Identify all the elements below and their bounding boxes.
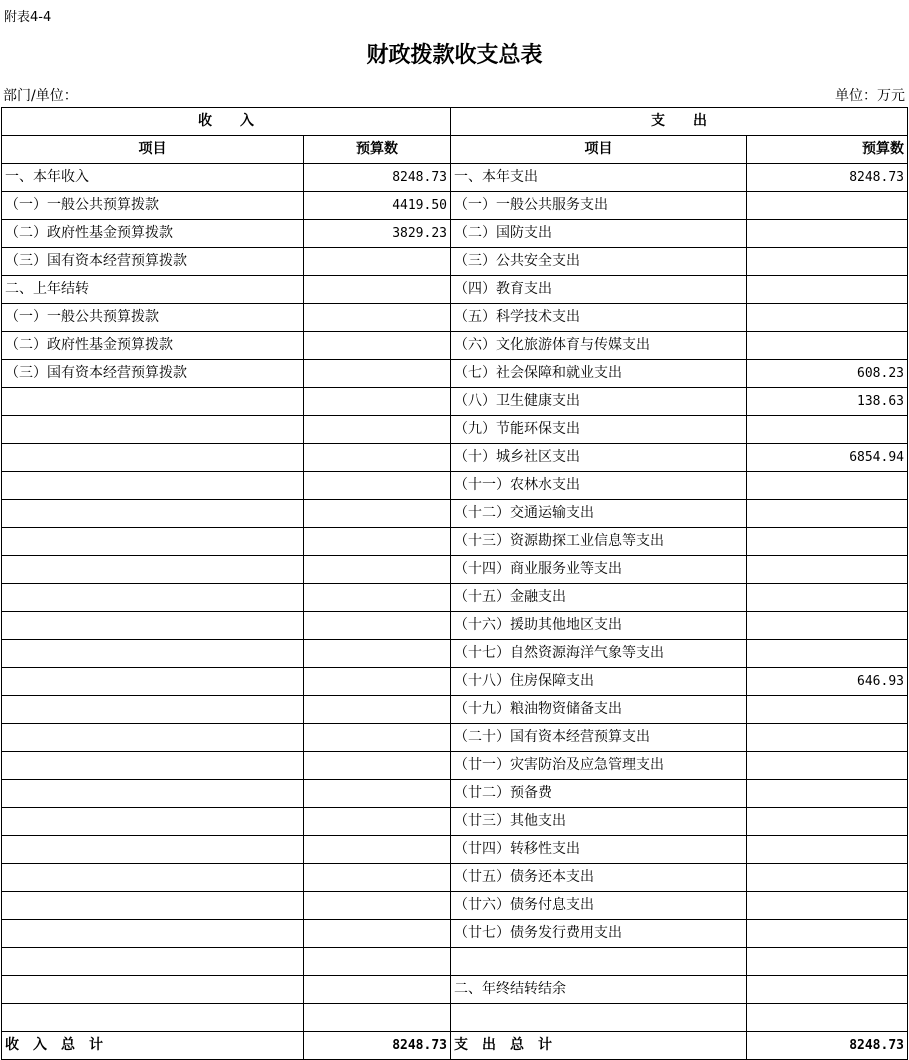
expense-budget-cell bbox=[747, 976, 908, 1004]
income-budget-cell bbox=[304, 360, 451, 388]
expense-budget-cell bbox=[747, 780, 908, 808]
expense-item-cell: 一、本年支出 bbox=[451, 164, 747, 192]
unit-label: 单位：万元 bbox=[835, 88, 905, 104]
expense-budget-cell: 608.23 bbox=[747, 360, 908, 388]
table-row bbox=[2, 444, 908, 472]
income-budget-cell bbox=[304, 612, 451, 640]
attachment-label: 附表4-4 bbox=[4, 10, 52, 25]
table-row bbox=[2, 528, 908, 556]
expense-item-cell: （八）卫生健康支出 bbox=[451, 388, 747, 416]
expense-item-cell: （十四）商业服务业等支出 bbox=[451, 556, 747, 584]
table-row bbox=[2, 640, 908, 668]
expense-budget-cell: 8248.73 bbox=[747, 164, 908, 192]
income-total-label: 收 入 总 计 bbox=[2, 1032, 304, 1060]
income-item-cell bbox=[2, 584, 304, 612]
income-budget-cell bbox=[304, 388, 451, 416]
table-row bbox=[2, 780, 908, 808]
department-label: 部门/单位： bbox=[3, 88, 78, 104]
income-budget-cell bbox=[304, 500, 451, 528]
income-budget-cell bbox=[304, 836, 451, 864]
expense-item-cell: （廿二）预备费 bbox=[451, 780, 747, 808]
income-item-cell: （二）政府性基金预算拨款 bbox=[2, 220, 304, 248]
expense-item-cell: （十六）援助其他地区支出 bbox=[451, 612, 747, 640]
income-budget-cell bbox=[304, 304, 451, 332]
expense-budget-cell bbox=[747, 332, 908, 360]
income-budget-cell bbox=[304, 444, 451, 472]
income-item-cell bbox=[2, 892, 304, 920]
table-row bbox=[2, 472, 908, 500]
income-item-cell bbox=[2, 640, 304, 668]
income-item-cell: 一、本年收入 bbox=[2, 164, 304, 192]
table-row bbox=[2, 696, 908, 724]
table-row bbox=[2, 948, 908, 976]
expense-budget-cell bbox=[747, 304, 908, 332]
expense-item-cell: （廿六）债务付息支出 bbox=[451, 892, 747, 920]
table-row bbox=[2, 892, 908, 920]
expense-budget-cell bbox=[747, 892, 908, 920]
table-row bbox=[2, 976, 908, 1004]
expense-budget-cell bbox=[747, 556, 908, 584]
expense-item-cell bbox=[451, 1004, 747, 1032]
income-item-cell bbox=[2, 612, 304, 640]
income-budget-cell bbox=[304, 584, 451, 612]
expense-budget-cell bbox=[747, 948, 908, 976]
expense-budget-header: 预算数 bbox=[747, 136, 908, 164]
table-row bbox=[2, 1004, 908, 1032]
income-budget-header: 预算数 bbox=[304, 136, 451, 164]
expense-item-cell: （二十）国有资本经营预算支出 bbox=[451, 724, 747, 752]
expense-budget-cell: 6854.94 bbox=[747, 444, 908, 472]
income-item-cell bbox=[2, 864, 304, 892]
income-budget-cell bbox=[304, 276, 451, 304]
expense-budget-cell bbox=[747, 864, 908, 892]
income-item-cell bbox=[2, 444, 304, 472]
table-row bbox=[2, 668, 908, 696]
expense-item-cell: （十一）农林水支出 bbox=[451, 472, 747, 500]
income-budget-cell bbox=[304, 332, 451, 360]
table-row bbox=[2, 164, 908, 192]
expense-budget-cell bbox=[747, 640, 908, 668]
income-budget-cell bbox=[304, 780, 451, 808]
table-row bbox=[2, 500, 908, 528]
expense-budget-cell bbox=[747, 1004, 908, 1032]
income-item-cell: （三）国有资本经营预算拨款 bbox=[2, 248, 304, 276]
table-row bbox=[2, 276, 908, 304]
expense-budget-cell bbox=[747, 724, 908, 752]
expense-budget-cell bbox=[747, 416, 908, 444]
expense-item-cell: （一）一般公共服务支出 bbox=[451, 192, 747, 220]
income-budget-cell bbox=[304, 948, 451, 976]
income-budget-cell bbox=[304, 808, 451, 836]
income-budget-cell bbox=[304, 1004, 451, 1032]
income-budget-cell: 8248.73 bbox=[304, 164, 451, 192]
income-item-cell bbox=[2, 976, 304, 1004]
expense-item-cell: （十八）住房保障支出 bbox=[451, 668, 747, 696]
expense-item-cell: （廿七）债务发行费用支出 bbox=[451, 920, 747, 948]
expense-budget-cell: 646.93 bbox=[747, 668, 908, 696]
expense-budget-cell bbox=[747, 584, 908, 612]
income-budget-cell bbox=[304, 752, 451, 780]
expense-item-cell: （廿三）其他支出 bbox=[451, 808, 747, 836]
income-item-cell: （三）国有资本经营预算拨款 bbox=[2, 360, 304, 388]
income-item-cell: （一）一般公共预算拨款 bbox=[2, 192, 304, 220]
table-row bbox=[2, 864, 908, 892]
table-row bbox=[2, 248, 908, 276]
income-budget-cell bbox=[304, 248, 451, 276]
expense-item-cell: （十五）金融支出 bbox=[451, 584, 747, 612]
expense-item-cell: （七）社会保障和就业支出 bbox=[451, 360, 747, 388]
table-row bbox=[2, 808, 908, 836]
table-row bbox=[2, 556, 908, 584]
income-budget-cell bbox=[304, 472, 451, 500]
expense-total-label: 支 出 总 计 bbox=[451, 1032, 747, 1060]
table-row bbox=[2, 388, 908, 416]
income-item-cell: 二、上年结转 bbox=[2, 276, 304, 304]
income-item-cell bbox=[2, 472, 304, 500]
income-item-cell bbox=[2, 388, 304, 416]
expense-item-cell: 二、年终结转结余 bbox=[451, 976, 747, 1004]
expense-item-cell: （三）公共安全支出 bbox=[451, 248, 747, 276]
expense-item-cell: （五）科学技术支出 bbox=[451, 304, 747, 332]
income-item-cell bbox=[2, 696, 304, 724]
expense-item-cell: （十九）粮油物资储备支出 bbox=[451, 696, 747, 724]
income-budget-cell bbox=[304, 976, 451, 1004]
income-item-header: 项目 bbox=[2, 136, 304, 164]
expense-budget-cell bbox=[747, 752, 908, 780]
table-row bbox=[2, 220, 908, 248]
expense-budget-cell: 138.63 bbox=[747, 388, 908, 416]
income-item-cell bbox=[2, 528, 304, 556]
expense-item-cell bbox=[451, 948, 747, 976]
income-budget-cell bbox=[304, 528, 451, 556]
income-group-header: 收 入 bbox=[2, 108, 451, 136]
income-budget-cell: 4419.50 bbox=[304, 192, 451, 220]
table-row bbox=[2, 920, 908, 948]
income-budget-cell bbox=[304, 696, 451, 724]
income-item-cell: （一）一般公共预算拨款 bbox=[2, 304, 304, 332]
expense-budget-cell bbox=[747, 276, 908, 304]
table-row bbox=[2, 836, 908, 864]
income-budget-cell bbox=[304, 864, 451, 892]
expense-item-cell: （廿一）灾害防治及应急管理支出 bbox=[451, 752, 747, 780]
expense-budget-cell bbox=[747, 836, 908, 864]
expense-item-cell: （十七）自然资源海洋气象等支出 bbox=[451, 640, 747, 668]
income-budget-cell bbox=[304, 556, 451, 584]
income-budget-cell bbox=[304, 640, 451, 668]
expense-item-cell: （十）城乡社区支出 bbox=[451, 444, 747, 472]
table-row bbox=[2, 332, 908, 360]
income-item-cell bbox=[2, 416, 304, 444]
expense-budget-cell bbox=[747, 220, 908, 248]
expense-item-cell: （廿四）转移性支出 bbox=[451, 836, 747, 864]
expense-total-value: 8248.73 bbox=[747, 1032, 908, 1060]
expense-budget-cell bbox=[747, 248, 908, 276]
expense-item-cell: （四）教育支出 bbox=[451, 276, 747, 304]
income-item-cell bbox=[2, 780, 304, 808]
expense-item-cell: （九）节能环保支出 bbox=[451, 416, 747, 444]
expense-item-cell: （二）国防支出 bbox=[451, 220, 747, 248]
income-item-cell bbox=[2, 752, 304, 780]
income-item-cell bbox=[2, 668, 304, 696]
expense-budget-cell bbox=[747, 472, 908, 500]
table-row bbox=[2, 584, 908, 612]
expense-budget-cell bbox=[747, 920, 908, 948]
income-item-cell bbox=[2, 500, 304, 528]
income-item-cell bbox=[2, 836, 304, 864]
table-row bbox=[2, 192, 908, 220]
expense-item-header: 项目 bbox=[451, 136, 747, 164]
income-budget-cell bbox=[304, 668, 451, 696]
expense-group-header: 支 出 bbox=[451, 108, 908, 136]
expense-budget-cell bbox=[747, 528, 908, 556]
income-item-cell bbox=[2, 948, 304, 976]
income-item-cell bbox=[2, 724, 304, 752]
table-row bbox=[2, 416, 908, 444]
income-item-cell bbox=[2, 1004, 304, 1032]
table-row bbox=[2, 612, 908, 640]
income-total-value: 8248.73 bbox=[304, 1032, 451, 1060]
income-item-cell bbox=[2, 808, 304, 836]
expense-budget-cell bbox=[747, 612, 908, 640]
income-budget-cell bbox=[304, 724, 451, 752]
expense-budget-cell bbox=[747, 192, 908, 220]
expense-budget-cell bbox=[747, 696, 908, 724]
income-budget-cell bbox=[304, 416, 451, 444]
table-row bbox=[2, 752, 908, 780]
total-row bbox=[2, 1032, 908, 1060]
expense-budget-cell bbox=[747, 808, 908, 836]
table-row bbox=[2, 304, 908, 332]
income-item-cell bbox=[2, 556, 304, 584]
expense-item-cell: （廿五）债务还本支出 bbox=[451, 864, 747, 892]
income-item-cell: （二）政府性基金预算拨款 bbox=[2, 332, 304, 360]
table-row bbox=[2, 724, 908, 752]
income-budget-cell: 3829.23 bbox=[304, 220, 451, 248]
table-row bbox=[2, 360, 908, 388]
income-item-cell bbox=[2, 920, 304, 948]
expense-item-cell: （十三）资源勘探工业信息等支出 bbox=[451, 528, 747, 556]
page-title: 财政拨款收支总表 bbox=[366, 42, 543, 68]
expense-item-cell: （十二）交通运输支出 bbox=[451, 500, 747, 528]
income-budget-cell bbox=[304, 920, 451, 948]
expense-budget-cell bbox=[747, 500, 908, 528]
expense-item-cell: （六）文化旅游体育与传媒支出 bbox=[451, 332, 747, 360]
budget-table bbox=[1, 107, 908, 1060]
income-budget-cell bbox=[304, 892, 451, 920]
